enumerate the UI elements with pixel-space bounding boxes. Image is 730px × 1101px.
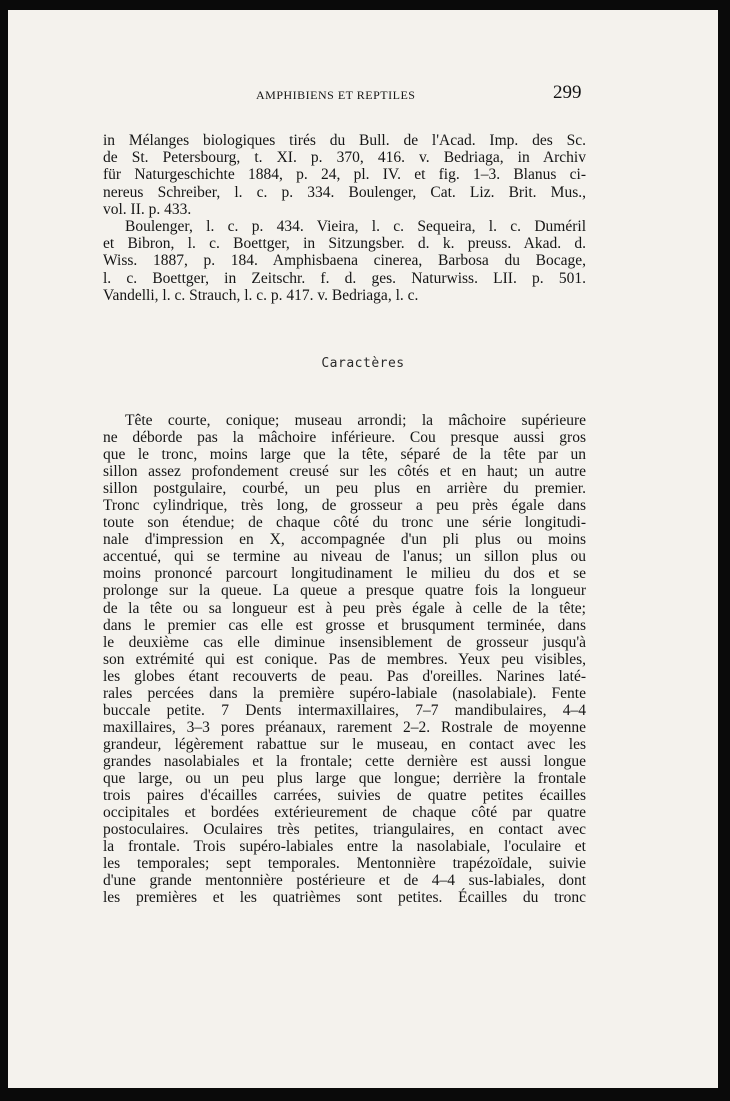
description-block [103, 412, 586, 906]
text-line: maxillaires, 3–3 pores préanaux, rarement 2–2. Rostrale de moyenne [103, 718, 586, 736]
text-line: nereus Schreiber, l. c. p. 334. Boulenger, Cat. Liz. Brit. Mus., [103, 183, 586, 201]
section-heading: Caractères [321, 356, 405, 371]
text-line: rales percées dans la première supéro-labiale (nasolabiale). Fente [103, 684, 586, 702]
text-line: buccale petite. 7 Dents intermaxillaires, 7–7 mandibulaires, 4–4 [103, 701, 586, 719]
text-line: Tronc cylindrique, très long, de grosseur a peu près égale dans [103, 497, 586, 515]
text-line: de St. Petersbourg, t. XI. p. 370, 416. v. Bedriaga, in Archiv [103, 149, 586, 167]
text-line: que le tronc, moins large que la tête, séparé de la tête par un [103, 446, 586, 464]
page-number: 299 [553, 82, 582, 103]
text-line: Wiss. 1887, p. 184. Amphisbaena cinerea, Barbosa du Bocage, [103, 252, 586, 270]
text-line: occipitales et bordées extérieurement de chaque côté par quatre [103, 804, 586, 822]
text-line: accentué, qui se termine au niveau de l'anus; un sillon plus ou [103, 548, 586, 566]
text-line: et Bibron, l. c. Boettger, in Sitzungsber. d. k. preuss. Akad. d. [103, 235, 586, 253]
text-line: ne déborde pas la mâchoire inférieure. Cou presque aussi gros [103, 429, 586, 447]
text-line: son extrémité qui est conique. Pas de membres. Yeux peu visibles, [103, 650, 586, 668]
text-line: de la tête ou sa longueur est à peu près égale à celle de la tête; [103, 599, 586, 617]
text-line: grandeur, légèrement rabattue sur le museau, en contact avec les [103, 735, 586, 753]
text-line: la frontale. Trois supéro-labiales entre la nasolabiale, l'oculaire et [103, 838, 586, 856]
text-line: dans le premier cas elle est grosse et brusqument terminée, dans [103, 616, 586, 634]
page-header [8, 78, 718, 108]
text-line: postoculaires. Oculaires très petites, triangulaires, en contact avec [103, 821, 586, 839]
text-line: Tête courte, conique; museau arrondi; la mâchoire supérieure [125, 412, 586, 429]
text-line: moins prononcé parcourt longitudinament le milieu du dos et se [103, 565, 586, 583]
text-line: nale d'impression en X, accompagnée d'un pli plus ou moins [103, 531, 586, 549]
text-line: Boulenger, l. c. p. 434. Vieira, l. c. Sequeira, l. c. Duméril [125, 217, 586, 235]
text-line: grandes nasolabiales et la frontale; cette dernière est aussi longue [103, 752, 586, 770]
text-line: Vandelli, l. c. Strauch, l. c. p. 417. v. Bedriaga, l. c. [103, 286, 419, 304]
running-title: AMPHIBIENS ET REPTILES [256, 88, 416, 102]
text-line: prolonge sur la queue. La queue a presque quatre fois la longueur [103, 582, 586, 600]
text-line: trois paires d'écailles carrées, suivies de quatre petites écailles [103, 787, 586, 805]
text-line: d'une grande mentonnière postérieure et de 4–4 sus-labiales, dont [103, 872, 586, 890]
text-line: sillon assez profondement creusé sur les côtés et en haut; un autre [103, 463, 586, 481]
text-line: les temporales; sept temporales. Mentonnière trapézoïdale, suivie [103, 855, 586, 873]
text-line: vol. II. p. 433. [103, 200, 192, 218]
text-line: toute son étendue; de chaque côté du tronc une série longitudi- [103, 514, 586, 532]
text-line: que large, ou un peu plus large que longue; derrière la frontale [103, 769, 586, 787]
bibliography-block [103, 132, 586, 304]
text-line: l. c. Boettger, in Zeitschr. f. d. ges. Naturwiss. LII. p. 501. [103, 269, 586, 287]
text-line: les premières et les quatrièmes sont petites. Écailles du tronc [103, 889, 586, 907]
text-line: les globes étant recouverts de peau. Pas d'oreilles. Narines laté- [103, 667, 586, 685]
book-page [8, 10, 718, 1088]
text-line: le deuxième cas elle diminue insensiblement de grosseur jusqu'à [103, 633, 586, 651]
text-line: für Naturgeschichte 1884, p. 24, pl. IV. et fig. 1–3. Blanus ci- [103, 166, 586, 184]
text-line: sillon postgulaire, courbé, un peu plus en arrière du premier. [103, 480, 586, 498]
text-line: in Mélanges biologiques tirés du Bull. de l'Acad. Imp. des Sc. [103, 132, 586, 149]
